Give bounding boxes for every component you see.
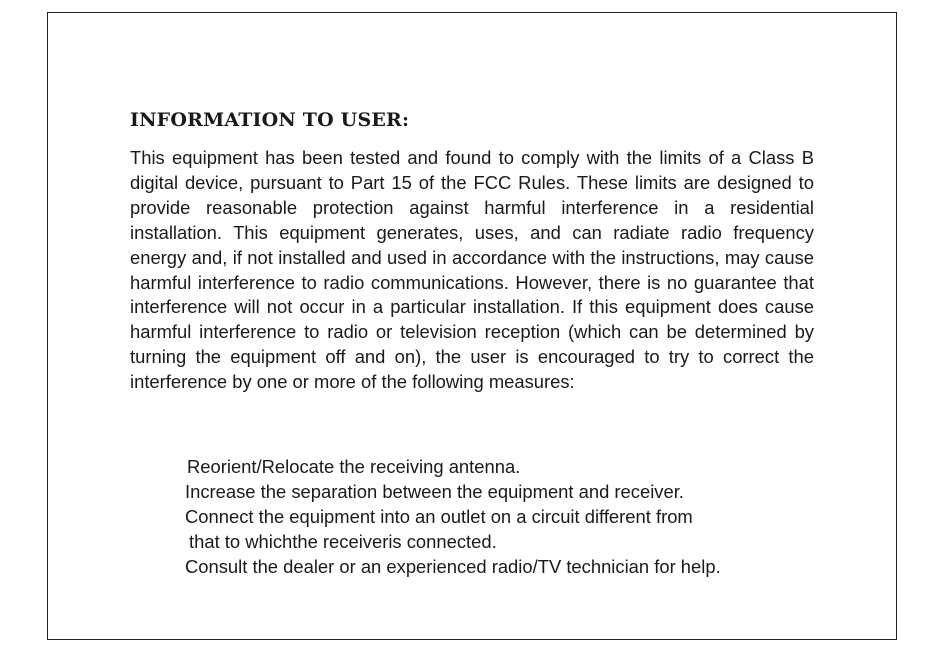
document-heading: INFORMATION TO USER:: [130, 109, 410, 131]
corrective-measures-list: [185, 454, 721, 579]
measure-item: Reorient/Relocate the receiving antenna.: [187, 456, 521, 477]
measure-item: Connect the equipment into an outlet on a circuit different from: [185, 506, 693, 527]
measure-item-continuation: that to whichthe receiveris connected.: [189, 531, 497, 552]
document-page: [47, 12, 897, 640]
measure-item: Increase the separation between the equipment and receiver.: [185, 481, 684, 502]
fcc-statement-paragraph: This equipment has been tested and found to comply with the limits of a Class B digital device, pursuant to Part 15 of the FCC Rules. These limits are designed to provide reasonable protection against harmful interference in a residential installation. This equipment generates, uses, and can radiate radio frequency energy and, if not installed and used in accordance with the instructions, may cause harmful interference to radio communications. However, there is no guarantee that interference will not occur in a particular installation. If this equipment does cause harmful interference to radio or television reception (which can be determined by turning the equipment off and on), the user is encouraged to try to correct the interference by one or more of the following measures:: [130, 147, 814, 393]
measure-item: Consult the dealer or an experienced radio/TV technician for help.: [185, 556, 721, 577]
